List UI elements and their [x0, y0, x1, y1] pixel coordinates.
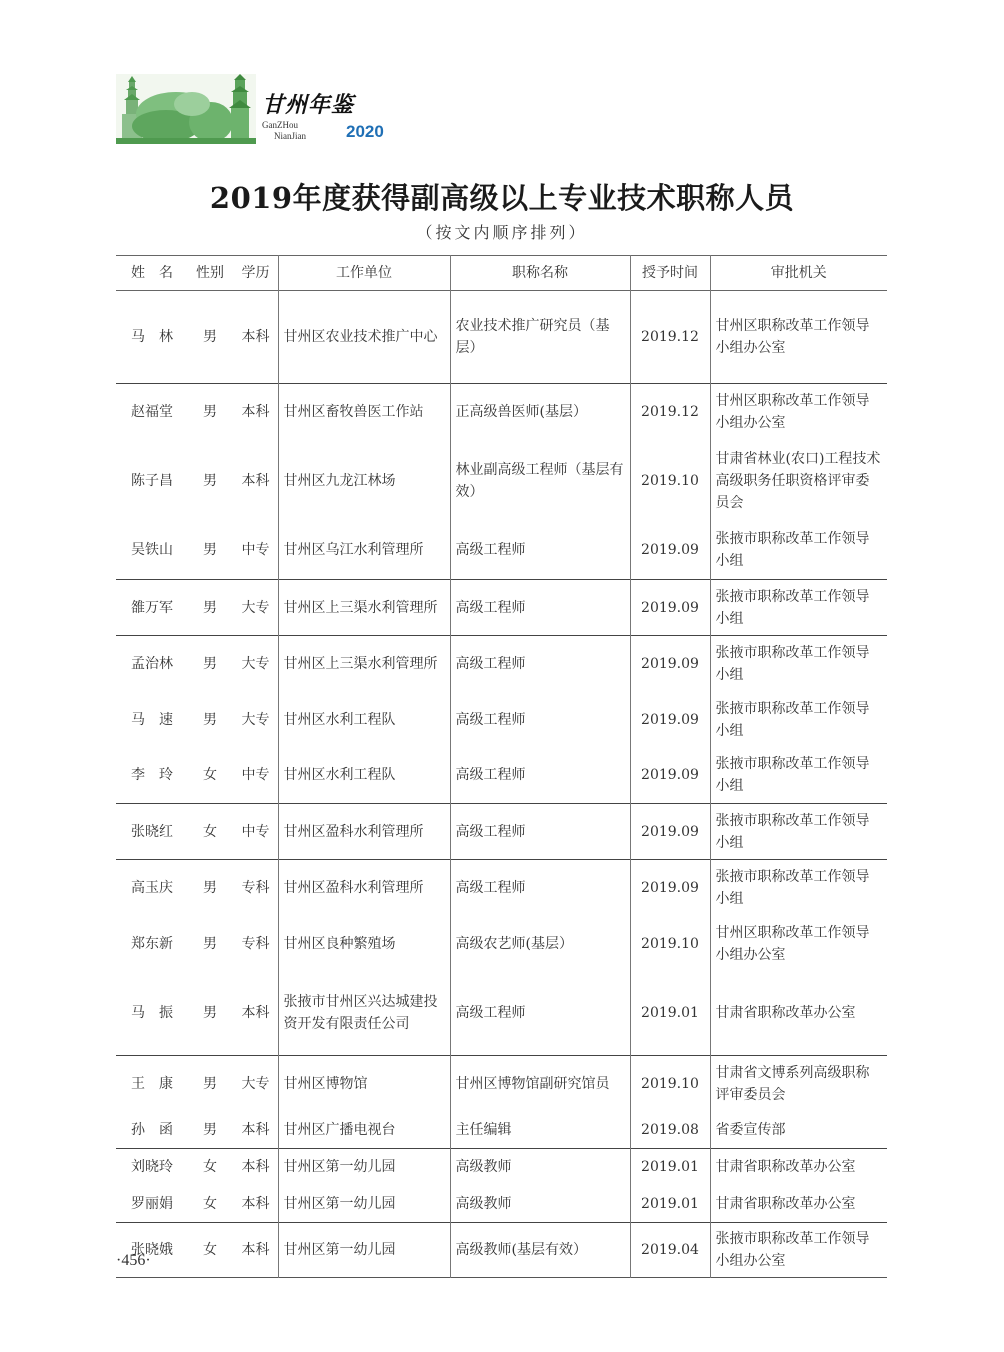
cell-gender: 男	[203, 879, 217, 896]
cell-authority: 张掖市职称改革工作领导小组	[710, 636, 887, 692]
cell-date: 2019.08	[630, 1112, 710, 1149]
cell-unit: 甘州区水利工程队	[278, 692, 450, 748]
table-row	[116, 636, 887, 692]
cell-title: 正高级兽医师(基层）	[450, 384, 630, 440]
cell-education: 中专	[241, 767, 270, 784]
cell-unit: 甘州区农业技术推广中心	[278, 291, 450, 384]
cell-unit: 甘州区第一幼儿园	[278, 1223, 450, 1278]
cell-title: 高级工程师	[450, 522, 630, 580]
cell-title: 高级工程师	[450, 860, 630, 916]
cell-authority: 张掖市职称改革工作领导小组	[710, 522, 887, 580]
page-number: ·456·	[116, 1252, 151, 1269]
table-row	[116, 291, 887, 384]
cell-education: 本科	[241, 1195, 270, 1212]
brand-pinyin-line-2: NianJian	[274, 131, 306, 141]
cell-education: 大专	[241, 1075, 270, 1092]
col-header-date: 授予时间	[630, 256, 710, 291]
cell-authority: 甘肃省职称改革办公室	[710, 1186, 887, 1223]
cell-unit: 甘州区畜牧兽医工作站	[278, 384, 450, 440]
cell-date: 2019.01	[630, 1186, 710, 1223]
cell-unit: 甘州区广播电视台	[278, 1112, 450, 1149]
cell-date: 2019.09	[630, 748, 710, 804]
cell-date: 2019.01	[630, 972, 710, 1056]
table-row	[116, 440, 887, 522]
table-row	[116, 972, 887, 1056]
cell-title: 高级教师	[450, 1186, 630, 1223]
cell-unit: 甘州区九龙江林场	[278, 440, 450, 522]
cell-name: 高玉庆	[131, 879, 173, 896]
cell-unit: 甘州区盈科水利管理所	[278, 804, 450, 860]
landscape-pagoda-icon	[116, 74, 256, 144]
table-row	[116, 522, 887, 580]
cell-gender: 女	[203, 1242, 217, 1258]
col-header-title: 职称名称	[450, 256, 630, 291]
cell-name: 郑东新	[131, 935, 173, 952]
cell-education: 本科	[241, 1121, 270, 1138]
cell-unit: 甘州区良种繁殖场	[278, 916, 450, 972]
table-row	[116, 804, 887, 860]
cell-education: 本科	[241, 403, 270, 420]
cell-gender: 男	[203, 935, 217, 952]
cell-date: 2019.12	[630, 291, 710, 384]
cell-title: 高级工程师	[450, 580, 630, 636]
cell-name: 刘晓玲	[131, 1159, 173, 1176]
brand-title: 甘州年鉴	[262, 92, 355, 118]
cell-education: 本科	[241, 329, 270, 345]
cell-gender: 女	[203, 823, 217, 840]
cell-authority: 甘州区职称改革工作领导小组办公室	[710, 291, 887, 384]
cell-date: 2019.09	[630, 580, 710, 636]
cell-authority: 张掖市职称改革工作领导小组办公室	[710, 1223, 887, 1278]
cell-education: 专科	[241, 935, 270, 952]
cell-title: 高级工程师	[450, 748, 630, 804]
cell-gender: 女	[203, 767, 217, 784]
cell-authority: 张掖市职称改革工作领导小组	[710, 580, 887, 636]
cell-gender: 男	[203, 1005, 217, 1022]
cell-title: 高级工程师	[450, 804, 630, 860]
cell-date: 2019.10	[630, 1056, 710, 1112]
cell-gender: 女	[203, 1159, 217, 1176]
cell-date: 2019.04	[630, 1223, 710, 1278]
cell-authority: 甘肃省林业(农口)工程技术高级职务任职资格评审委员会	[710, 440, 887, 522]
cell-education: 大专	[241, 599, 270, 616]
cell-authority: 甘州区职称改革工作领导小组办公室	[710, 916, 887, 972]
cell-unit: 甘州区博物馆	[278, 1056, 450, 1112]
cell-unit: 甘州区水利工程队	[278, 748, 450, 804]
cell-gender: 男	[203, 599, 217, 616]
table-row	[116, 916, 887, 972]
cell-date: 2019.10	[630, 440, 710, 522]
table-row	[116, 860, 887, 916]
cell-title: 主任编辑	[450, 1112, 630, 1149]
table-row	[116, 1223, 887, 1278]
cell-name: 罗丽娟	[131, 1195, 173, 1212]
table-row	[116, 748, 887, 804]
page-title: 2019年度获得副高级以上专业技术职称人员	[209, 181, 795, 215]
cell-name: 张晓娥	[131, 1242, 173, 1258]
cell-date: 2019.09	[630, 860, 710, 916]
table-row	[116, 384, 887, 440]
brand-block	[262, 88, 384, 141]
cell-education: 大专	[241, 655, 270, 672]
col-header-unit: 工作单位	[278, 256, 450, 291]
cell-name: 雒万军	[131, 599, 173, 616]
cell-authority: 张掖市职称改革工作领导小组	[710, 804, 887, 860]
cell-unit: 甘州区盈科水利管理所	[278, 860, 450, 916]
cell-authority: 甘肃省职称改革办公室	[710, 1149, 887, 1186]
cell-education: 大专	[241, 711, 270, 728]
brand-year: 2020	[346, 122, 384, 141]
cell-education: 本科	[241, 1159, 270, 1176]
cell-name: 孟治林	[131, 655, 173, 672]
cell-education: 本科	[241, 472, 270, 489]
cell-authority: 张掖市职称改革工作领导小组	[710, 692, 887, 748]
cell-authority: 张掖市职称改革工作领导小组	[710, 860, 887, 916]
cell-date: 2019.12	[630, 384, 710, 440]
cell-gender: 男	[203, 329, 217, 345]
cell-unit: 甘州区第一幼儿园	[278, 1186, 450, 1223]
table-row	[116, 692, 887, 748]
cell-name: 马 振	[131, 1005, 173, 1022]
cell-title: 高级教师(基层有效）	[450, 1223, 630, 1278]
cell-date: 2019.10	[630, 916, 710, 972]
cell-date: 2019.09	[630, 692, 710, 748]
col-header-authority: 审批机关	[710, 256, 887, 291]
cell-gender: 男	[203, 403, 217, 420]
table-header-row	[116, 256, 887, 291]
cell-authority: 省委宣传部	[710, 1112, 887, 1149]
cell-unit: 甘州区上三渠水利管理所	[278, 580, 450, 636]
cell-date: 2019.01	[630, 1149, 710, 1186]
cell-gender: 女	[203, 1195, 217, 1212]
cell-name: 吴铁山	[131, 542, 173, 559]
col-header-education: 学历	[241, 265, 270, 281]
cell-date: 2019.09	[630, 636, 710, 692]
cell-date: 2019.09	[630, 522, 710, 580]
cell-title: 高级工程师	[450, 972, 630, 1056]
cell-title: 高级农艺师(基层）	[450, 916, 630, 972]
cell-title: 高级工程师	[450, 692, 630, 748]
cell-gender: 男	[203, 711, 217, 728]
cell-name: 王 康	[131, 1075, 173, 1092]
table-row	[116, 580, 887, 636]
table-row	[116, 1056, 887, 1112]
cell-name: 马 速	[131, 711, 173, 728]
cell-unit: 甘州区乌江水利管理所	[278, 522, 450, 580]
cell-date: 2019.09	[630, 804, 710, 860]
cell-education: 专科	[241, 879, 270, 896]
cell-title: 甘州区博物馆副研究馆员	[450, 1056, 630, 1112]
table-row	[116, 1149, 887, 1186]
cell-title: 农业技术推广研究员（基层）	[450, 291, 630, 384]
cell-authority: 甘州区职称改革工作领导小组办公室	[710, 384, 887, 440]
cell-education: 本科	[241, 1005, 270, 1022]
cell-name: 陈子昌	[131, 472, 173, 489]
cell-name: 张晓红	[131, 823, 173, 840]
cell-authority: 甘肃省职称改革办公室	[710, 972, 887, 1056]
cell-gender: 男	[203, 1121, 217, 1138]
table-row	[116, 1186, 887, 1223]
cell-gender: 男	[203, 655, 217, 672]
cell-name: 赵福堂	[131, 403, 173, 420]
cell-name: 李 玲	[131, 767, 173, 784]
cell-gender: 男	[203, 542, 217, 559]
col-header-name: 姓 名	[131, 265, 173, 281]
cell-gender: 男	[203, 1075, 217, 1092]
cell-title: 高级教师	[450, 1149, 630, 1186]
cell-education: 中专	[241, 542, 270, 559]
cell-name: 马 林	[131, 329, 173, 345]
cell-title: 林业副高级工程师（基层有效）	[450, 440, 630, 522]
personnel-table	[116, 255, 887, 1278]
col-header-gender: 性别	[196, 265, 224, 281]
cell-authority: 甘肃省文博系列高级职称评审委员会	[710, 1056, 887, 1112]
cell-unit: 甘州区上三渠水利管理所	[278, 636, 450, 692]
brand-pinyin-line-1: GanZHou	[262, 120, 298, 130]
cell-authority: 张掖市职称改革工作领导小组	[710, 748, 887, 804]
cell-title: 高级工程师	[450, 636, 630, 692]
cell-gender: 男	[203, 472, 217, 489]
brand-pinyin	[262, 120, 342, 142]
cell-name: 孙 函	[131, 1121, 173, 1138]
cell-unit: 张掖市甘州区兴达城建投资开发有限责任公司	[278, 972, 450, 1056]
table-row	[116, 1112, 887, 1149]
cell-education: 本科	[241, 1242, 270, 1258]
page-subtitle: （按文内顺序排列）	[416, 223, 588, 242]
yearbook-header	[116, 74, 406, 144]
cell-unit: 甘州区第一幼儿园	[278, 1149, 450, 1186]
cell-education: 中专	[241, 823, 270, 840]
